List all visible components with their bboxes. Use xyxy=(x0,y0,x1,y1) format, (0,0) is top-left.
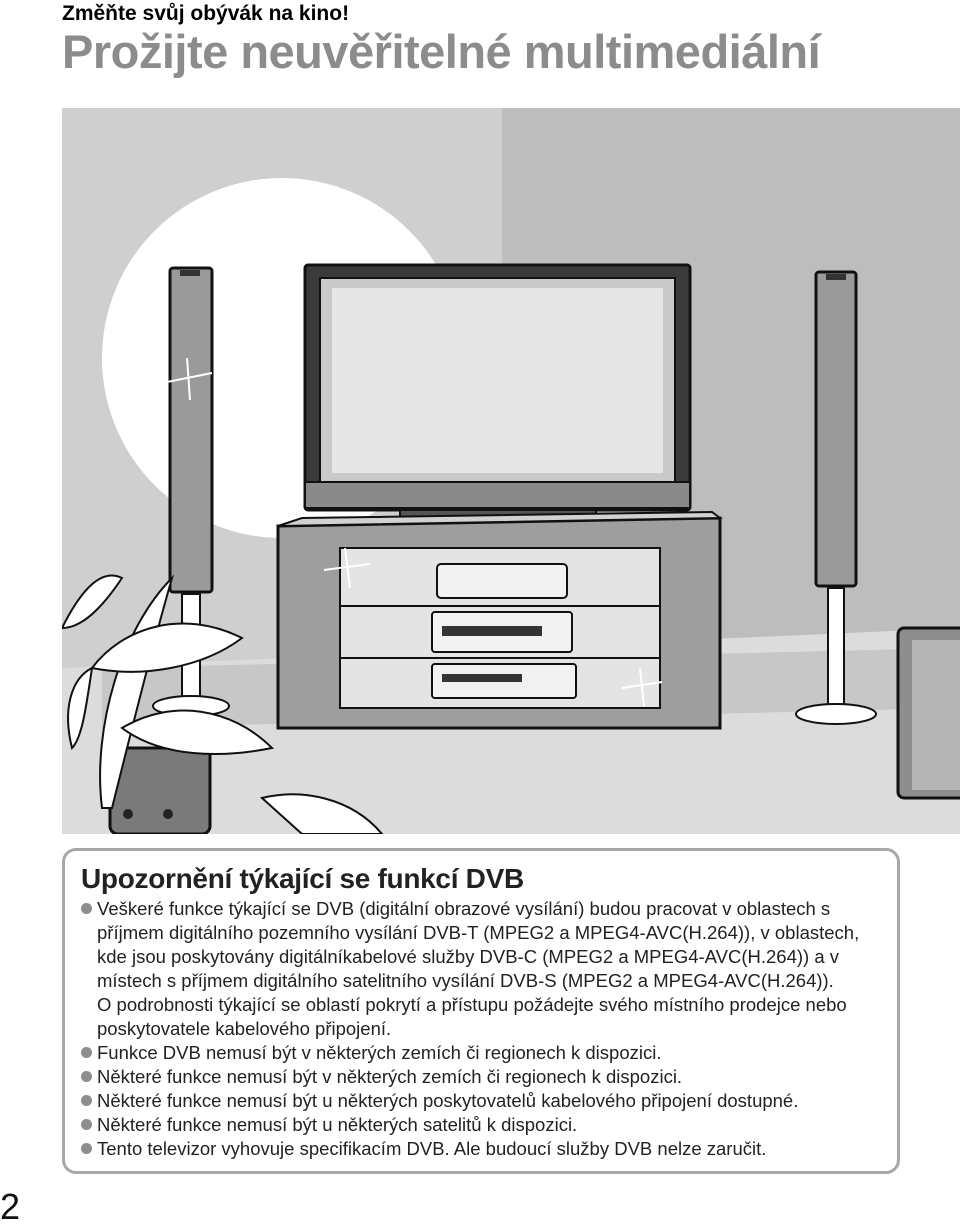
bullet-icon xyxy=(81,1095,92,1106)
notice-text: Veškeré funkce týkající se DVB (digitální obrazové vysílání) budou pracovat v oblastech s příjmem digitálního pozemního vysílání DVB-T (MPEG2 a MPEG4-AVC(H.264)), v oblastech, kde jsou poskytovány digitálníkabelové služby DVB-C (MPEG2 a MPEG4-AVC(H.264)) a v místech s příjmem digitálního satelitního vysílání DVB-S (MPEG2 a MPEG4-AVC(H.264)). xyxy=(97,898,860,991)
list-item xyxy=(81,1041,883,1065)
notice-text: Některé funkce nemusí být u některých satelitů k dispozici. xyxy=(97,1114,578,1135)
bullet-icon xyxy=(81,1119,92,1130)
subwoofer xyxy=(898,628,960,798)
page-headline: Prožijte neuvěřitelné multimediální xyxy=(62,25,821,78)
notice-text: Tento televizor vyhovuje specifikacím DVB. Ale budoucí služby DVB nelze zaručit. xyxy=(97,1138,767,1159)
dvb-notice-box xyxy=(62,848,900,1174)
page-number: 2 xyxy=(0,1186,21,1227)
list-item xyxy=(81,1065,883,1089)
rear-speaker xyxy=(110,748,210,834)
list-item xyxy=(81,1137,883,1161)
list-item xyxy=(81,897,883,1041)
bullet-icon xyxy=(81,1047,92,1058)
page-subtitle: Změňte svůj obývák na kino! xyxy=(62,2,350,25)
list-item xyxy=(81,1113,883,1137)
bullet-icon xyxy=(81,1143,92,1154)
bullet-icon xyxy=(81,903,92,914)
notice-text: Některé funkce nemusí být v některých zemích či regionech k dispozici. xyxy=(97,1066,683,1087)
notice-text: Funkce DVB nemusí být v některých zemích či regionech k dispozici. xyxy=(97,1042,662,1063)
notice-title: Upozornění týkající se funkcí DVB xyxy=(81,863,524,894)
bullet-icon xyxy=(81,1071,92,1082)
home-theater-illustration xyxy=(62,108,960,834)
list-item xyxy=(81,1089,883,1113)
notice-text: Některé funkce nemusí být u některých poskytovatelů kabelového připojení dostupné. xyxy=(97,1090,799,1111)
notice-extra-text: O podrobnosti týkající se oblastí pokrytí a přístupu požádejte svého místního prodejce nebo poskytovatele kabelového připojení. xyxy=(97,994,847,1039)
notice-list xyxy=(81,897,883,1161)
tv-stand xyxy=(278,512,720,728)
television xyxy=(305,265,690,520)
